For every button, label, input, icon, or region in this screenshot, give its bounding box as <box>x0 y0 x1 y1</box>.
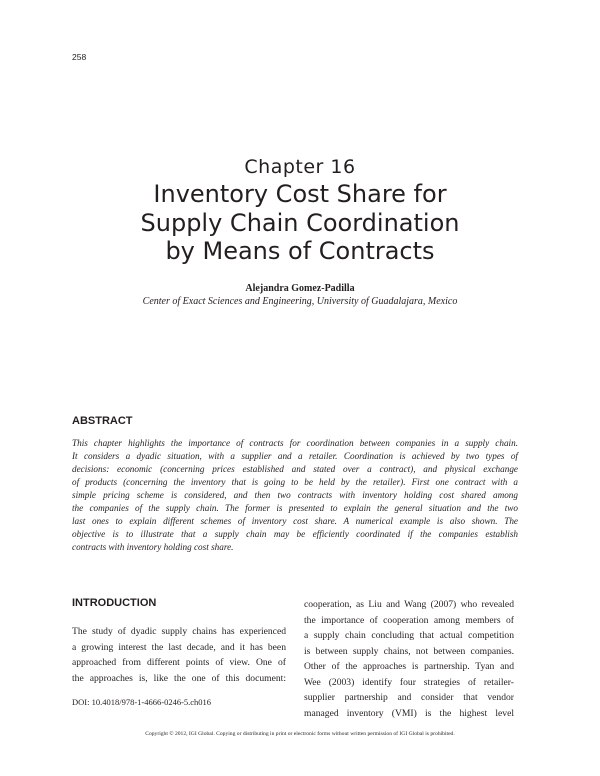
copyright-notice: Copyright © 2012, IGI Global. Copying or distributing in print or electronic forms without written permission of IGI Global is prohibited. <box>145 731 455 737</box>
introduction-right-column <box>304 597 514 721</box>
body-line: approached from different points of view. One of <box>72 657 286 668</box>
body-line: the approaches is, like the one of this document: <box>72 672 286 684</box>
body-line: The study of dyadic supply chains has experienced <box>72 626 286 637</box>
body-line: managed inventory (VMI) is the highest level <box>304 707 514 719</box>
abstract-heading: ABSTRACT <box>72 415 133 427</box>
abstract-line: last ones to explain different schemes of inventory cost share. A numerical example is also shown. The <box>72 516 518 526</box>
title-line: by Means of Contracts <box>165 237 435 265</box>
abstract-line: contracts with inventory holding cost share. <box>72 542 234 552</box>
body-line: the importance of cooperation among members of <box>304 614 514 626</box>
body-line: cooperation, as Liu and Wang (2007) who revealed <box>304 599 514 610</box>
page-number: 258 <box>72 52 87 62</box>
title-line: Supply Chain Coordination <box>140 208 460 237</box>
abstract-text <box>72 437 518 554</box>
doi-reference: DOI: 10.4018/978-1-4666-0246-5.ch016 <box>72 697 212 707</box>
body-line: a growing interest the last decade, and it has been <box>72 641 286 653</box>
abstract-line: It considers a dyadic situation, with a supplier and a retailer. Coordination is achieved by two types of <box>72 451 518 461</box>
body-line: a supply chain concluding that actual competition <box>304 630 514 641</box>
chapter-title <box>60 180 540 266</box>
abstract-line: simple pricing scheme is considered, and then two contracts with inventory holding cost shared among <box>72 490 518 500</box>
body-line: supplier partnership and consider that vendor <box>304 692 514 703</box>
author-affiliation: Center of Exact Sciences and Engineering, University of Guadalajara, Mexico <box>142 296 458 307</box>
abstract-line: decisions: economic (concerning prices established and stated over a contract), and physical exchange <box>72 464 518 474</box>
abstract-line: objective is to illustrate that a supply chain may be efficiently coordinated if the companies establish <box>72 529 518 539</box>
body-line: is between supply chains, not between companies. <box>304 645 514 657</box>
introduction-heading: INTRODUCTION <box>72 597 157 609</box>
abstract-line: the companies of the supply chain. The former is presented to explain the general situation and the two <box>72 503 518 513</box>
title-line: Inventory Cost Share for <box>153 180 447 208</box>
body-line: Other of the approaches is partnership. Tyan and <box>304 661 514 672</box>
abstract-line: of products (concerning the inventory that is going to be held by the retailer). First one contract with a <box>72 477 518 487</box>
chapter-label: Chapter 16 <box>244 156 356 178</box>
author-name: Alejandra Gomez-Padilla <box>245 283 355 294</box>
body-line: Wee (2003) identify four strategies of retailer- <box>304 676 514 688</box>
abstract-line: This chapter highlights the importance of contracts for coordination between companies in a supply chain. <box>72 438 518 448</box>
introduction-left-column <box>72 624 286 686</box>
